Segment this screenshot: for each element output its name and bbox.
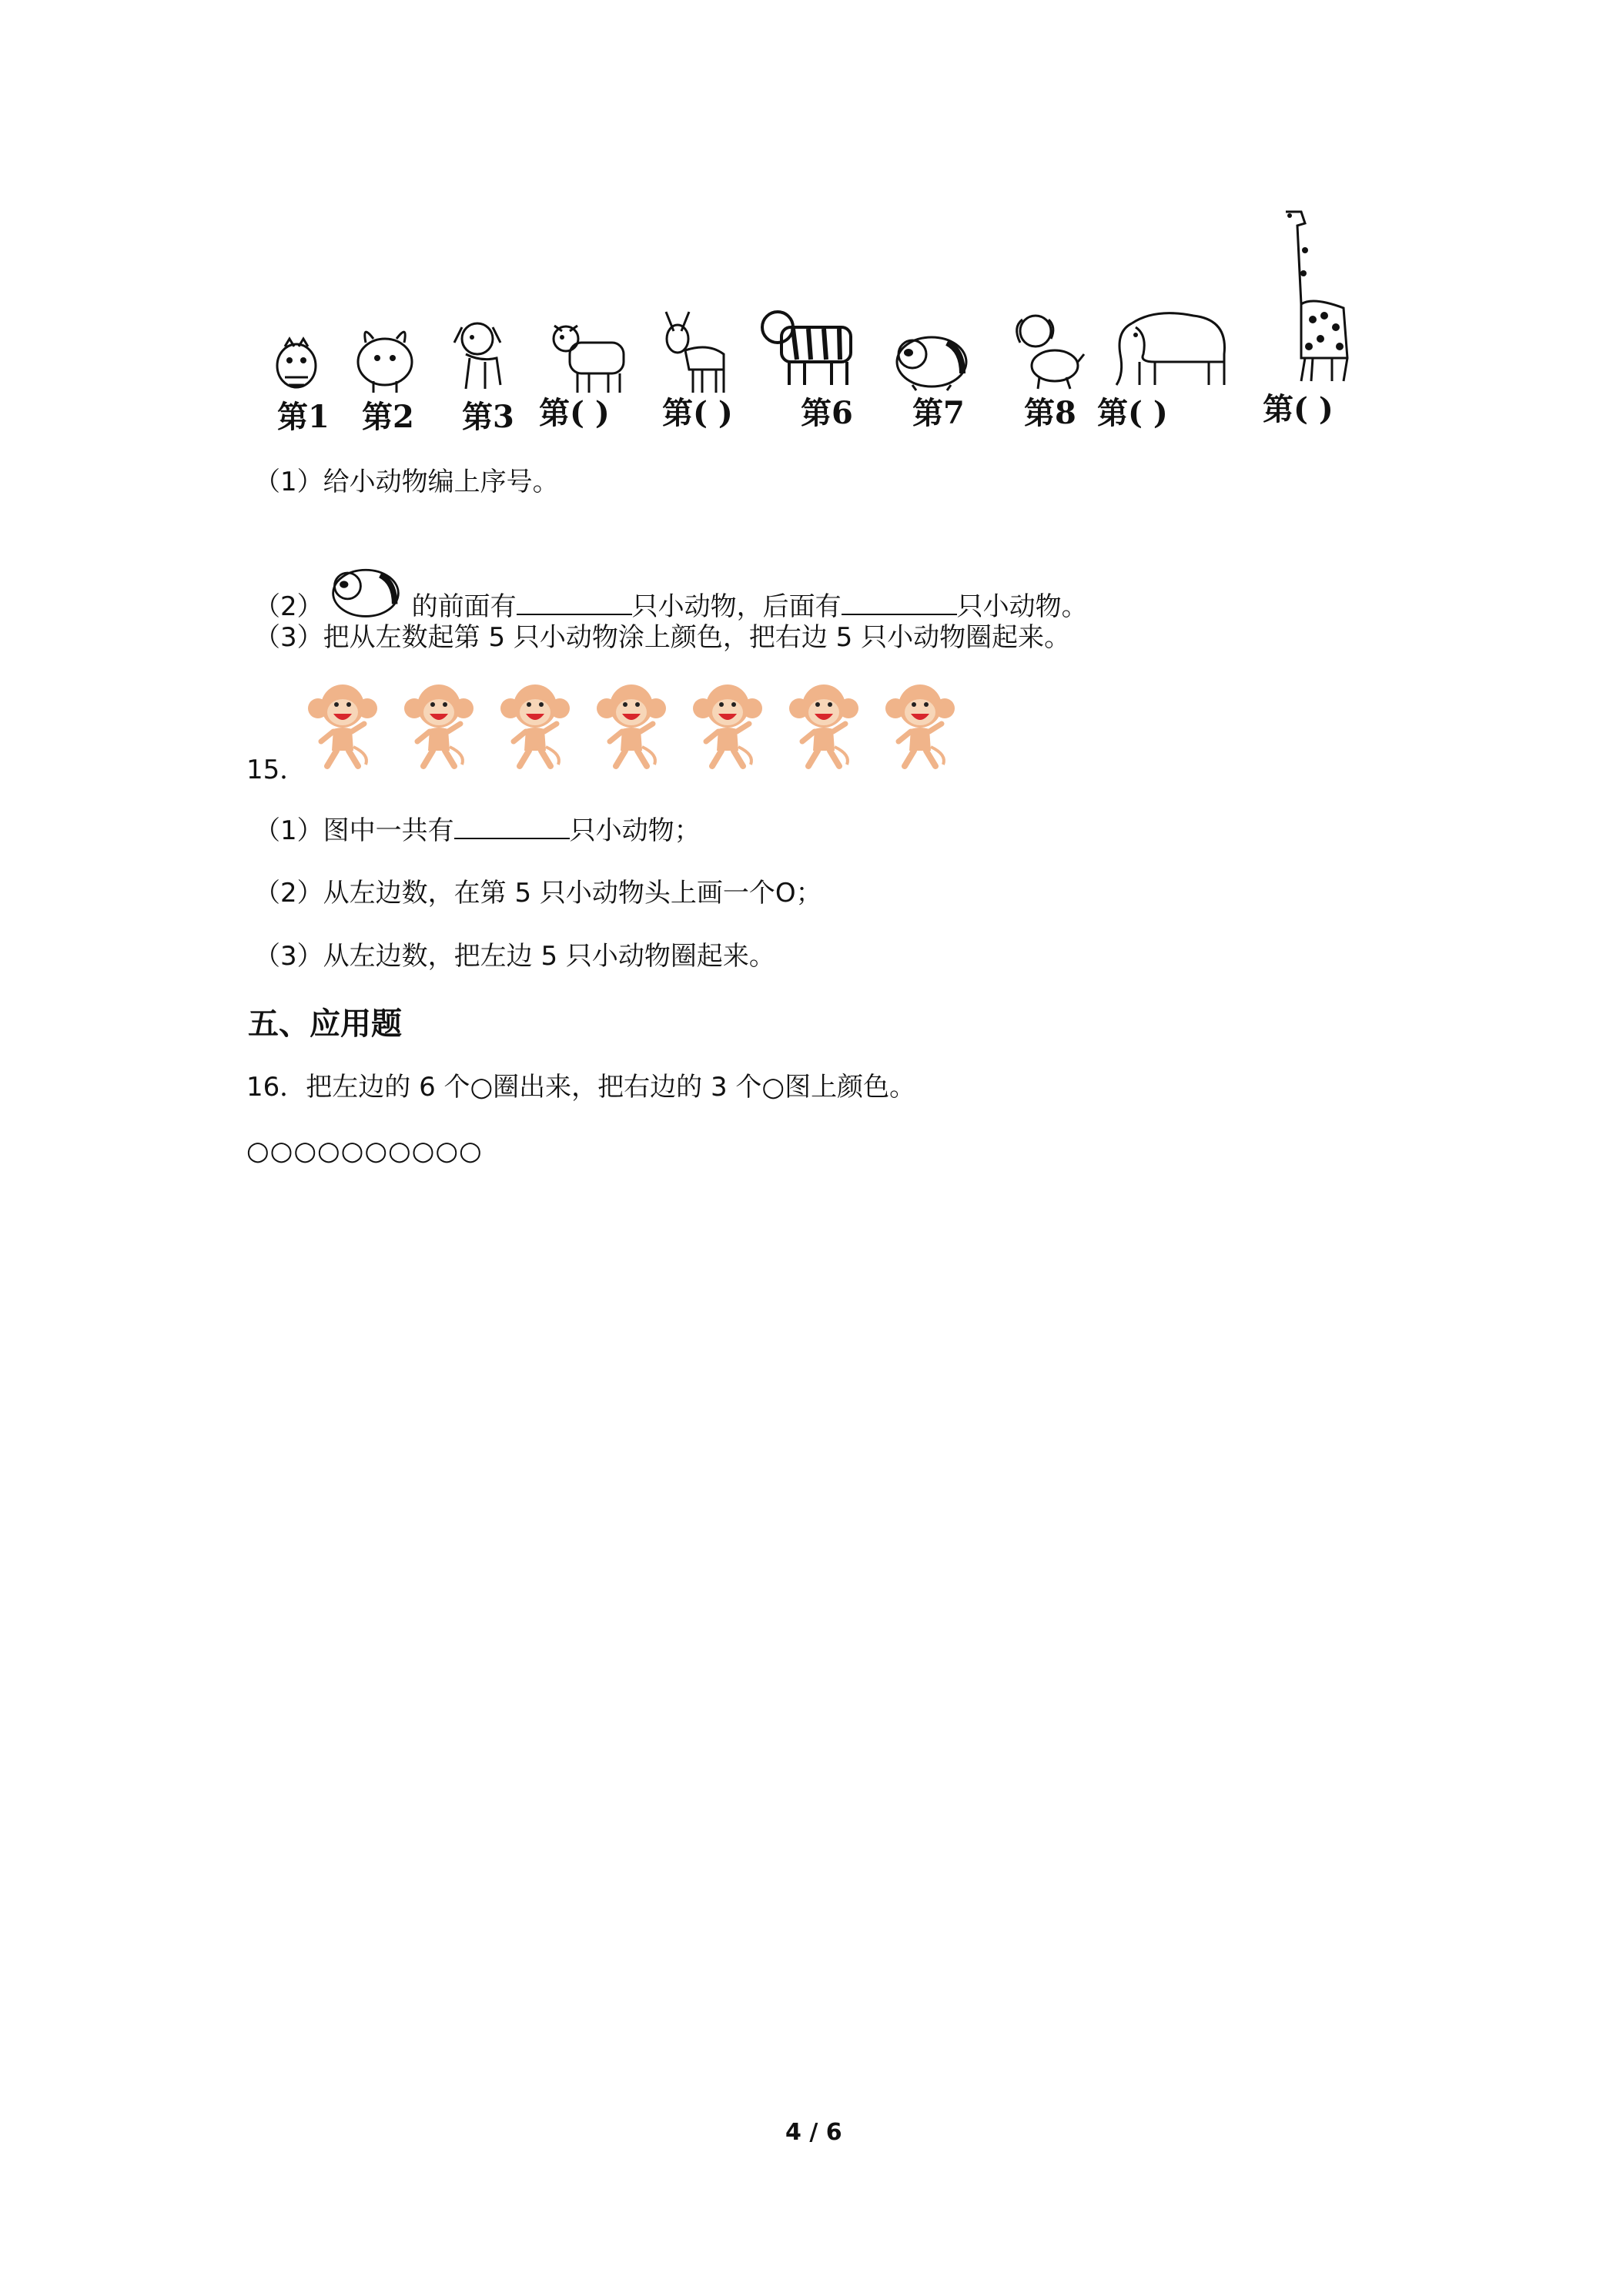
answer-blank[interactable] xyxy=(454,815,570,839)
q14-sub1: （1）给小动物编上序号。 xyxy=(254,467,559,497)
q15-sub1-prefix: （1）图中一共有 xyxy=(254,815,454,846)
q15-number: 15． xyxy=(246,755,306,785)
animal-sequence xyxy=(254,216,1409,439)
ordinal-label: 第1 xyxy=(277,399,330,435)
dog-icon xyxy=(450,316,512,400)
tiger-icon xyxy=(758,304,858,389)
q15-sub3: （3）从左边数，把左边 5 只小动物圈起来。 xyxy=(254,941,775,972)
monkey-icon xyxy=(593,681,670,773)
ordinal-label: 第6 xyxy=(801,395,853,431)
section-title: 五、应用题 xyxy=(248,1006,402,1042)
puppy-icon xyxy=(1009,308,1086,393)
page-number: 4 / 6 xyxy=(785,2119,842,2146)
ordinal-label: 第( ) xyxy=(1263,391,1334,427)
q15-sub2: （2）从左边数，在第 5 只小动物头上画一个O； xyxy=(254,878,822,909)
goat-icon xyxy=(654,304,731,397)
cow-icon xyxy=(547,312,631,397)
ordinal-label: 第( ) xyxy=(539,395,610,431)
ordinal-label: 第7 xyxy=(912,395,965,431)
ordinal-label: 第3 xyxy=(462,399,514,435)
ordinal-label: 第( ) xyxy=(662,395,733,431)
panda-icon xyxy=(323,561,412,622)
panda-icon xyxy=(889,327,974,393)
ordinal-label: 第( ) xyxy=(1097,395,1168,431)
ordinal-label: 第2 xyxy=(362,399,414,435)
q14-sub2-end: 只小动物。 xyxy=(956,591,1088,622)
answer-blank[interactable] xyxy=(842,591,957,615)
monkey-icon xyxy=(304,681,381,773)
monkey-row xyxy=(304,681,997,774)
monkey-icon xyxy=(882,681,959,773)
rabbit-icon xyxy=(350,320,420,397)
elephant-icon xyxy=(1109,300,1232,393)
monkey-icon xyxy=(497,681,574,773)
q14-sub2-prefix: （2） xyxy=(254,591,323,622)
q14-sub3: （3）把从左数起第 5 只小动物涂上颜色，把右边 5 只小动物圈起来。 xyxy=(254,622,1071,653)
answer-blank[interactable] xyxy=(517,591,632,615)
q16-text: 16．把左边的 6 个○圈出来，把右边的 3 个○图上颜色。 xyxy=(246,1072,916,1103)
q14-sub2-mid2: 只小动物，后面有 xyxy=(631,591,842,622)
hamster-icon xyxy=(269,331,323,393)
q14-sub2 xyxy=(254,561,1088,622)
monkey-icon xyxy=(689,681,766,773)
q14-sub2-mid1: 的前面有 xyxy=(411,591,517,622)
q15-sub1 xyxy=(254,815,701,846)
giraffe-icon xyxy=(1267,204,1359,389)
monkey-icon xyxy=(785,681,862,773)
circle-row[interactable]: ○○○○○○○○○○ xyxy=(246,1136,483,1166)
ordinal-label: 第8 xyxy=(1024,395,1076,431)
monkey-icon xyxy=(400,681,477,773)
q15-sub1-end: 只小动物； xyxy=(569,815,701,846)
